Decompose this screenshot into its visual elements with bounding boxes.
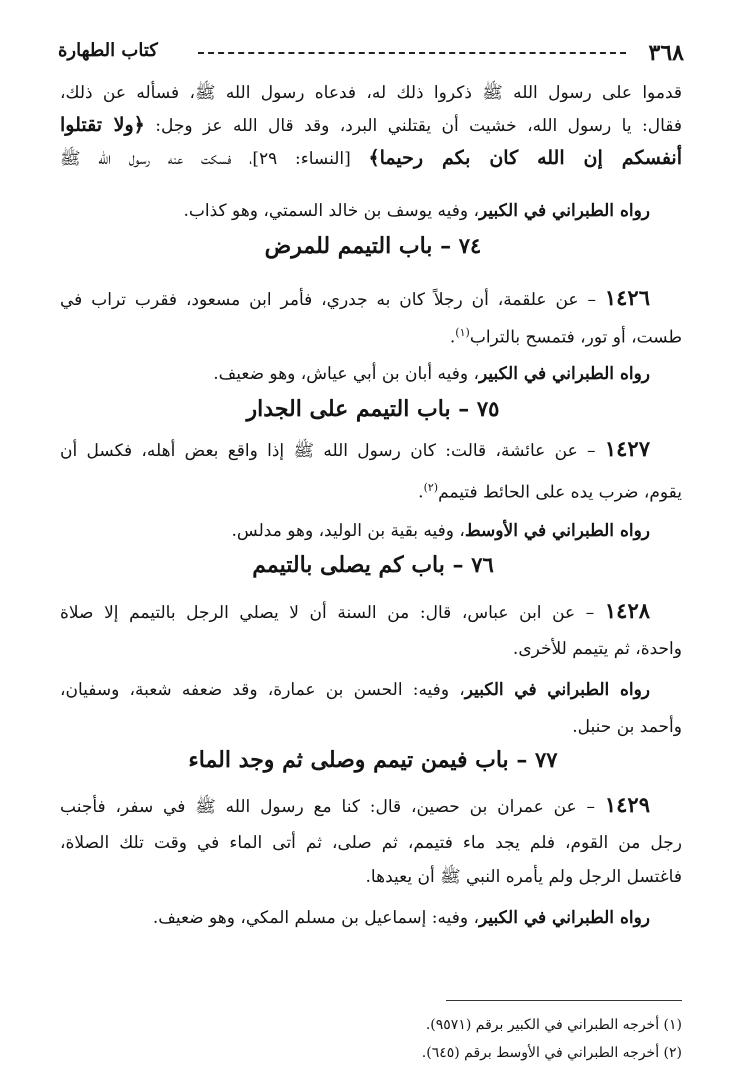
header-dashed-rule [198, 52, 626, 54]
hadith-number: ١٤٢٦ [604, 285, 650, 310]
hadith-line: ١٤٢٩ – عن عمران بن حصين، قال: كنا مع رسول الله ﷺ في سفر، فأجنب [60, 792, 650, 817]
hadith-number: ١٤٢٨ [604, 598, 651, 623]
hadith-line: رجل من القوم، فلم يجد ماء فتيمم، ثم صلى، ثم أتى الماء في وقت تلك الصلاة، [60, 833, 682, 853]
section-heading: ٧٦ – باب كم يصلى بالتيمم [252, 552, 494, 578]
footnote-marker: (٢) [423, 481, 439, 494]
hadith-line: ١٤٢٨ – عن ابن عباس، قال: من السنة أن لا يصلي الرجل بالتيمم إلا صلاة [60, 598, 651, 623]
hadith-line: يقوم، ضرب يده على الحائط فتيمم$^{(٢)}$. [418, 481, 682, 503]
hadith-line: ١٤٢٧ – عن عائشة، قالت: كان رسول الله ﷺ إذا واقع بعض أهله، فكسل أن [60, 436, 650, 461]
source-line: رواه الطبراني في الكبير، وفيه: الحسن بن عمارة، وقد ضعفه شعبة، وسفيان، [60, 680, 650, 700]
quran-quote: أنفسكم إن الله كان بكم رحيما﴾ [368, 147, 682, 169]
section-heading: ٧٧ – باب فيمن تيمم وصلى ثم وجد الماء [188, 747, 558, 773]
hadith-line: فاغتسل الرجل ولم يأمره النبي ﷺ أن يعيدها. [365, 867, 682, 887]
footnote-rule [446, 1000, 682, 1001]
source-line: رواه الطبراني في الكبير، وفيه يوسف بن خالد السمتي، وهو كذاب. [183, 201, 650, 221]
source-line: رواه الطبراني في الكبير، وفيه أبان بن أبي عياش، وهو ضعيف. [213, 364, 650, 384]
source-line: وأحمد بن حنبل. [572, 717, 682, 737]
hadith-number: ١٤٢٩ [604, 792, 650, 817]
quran-quote: ﴿ولا تقتلوا [60, 114, 145, 136]
hadith-line: ١٤٢٦ – عن علقمة، أن رجلاً كان به جدري، فأمر ابن مسعود، فقرب تراب في [60, 285, 650, 310]
footnote: (١) أخرجه الطبراني في الكبير برقم (٩٥٧١). [425, 1017, 682, 1033]
section-heading: ٧٥ – باب التيمم على الجدار [246, 396, 500, 422]
chapter-title: كتاب الطهارة [58, 40, 158, 61]
section-heading: ٧٤ – باب التيمم للمرض [264, 233, 482, 259]
text-line: أنفسكم إن الله كان بكم رحيما﴾ [النساء: ٢٩]، فسكت عنه رسول الله ﷺ [60, 147, 682, 169]
hadith-line: واحدة، ثم يتيمم للأخرى. [512, 639, 682, 659]
page-number: ٣٦٨ [648, 40, 684, 66]
text-line: فقال: يا رسول الله، خشيت أن يقتلني البرد، وقد قال الله عز وجل: ﴿ولا تقتلوا [60, 114, 682, 136]
page-header [58, 32, 684, 66]
hadith-line: طست، أو تور، فتمسح بالتراب$^{(١)}$. [449, 326, 682, 348]
source-line: رواه الطبراني في الكبير، وفيه: إسماعيل بن مسلم المكي، وهو ضعيف. [152, 908, 650, 928]
text-line: قدموا على رسول الله ﷺ ذكروا ذلك له، فدعاه رسول الله ﷺ، فسأله عن ذلك، [60, 83, 682, 103]
footnote-marker: (١) [455, 326, 470, 339]
hadith-number: ١٤٢٧ [604, 436, 650, 461]
footnote: (٢) أخرجه الطبراني في الأوسط برقم (٦٤٥). [421, 1045, 682, 1061]
source-line: رواه الطبراني في الأوسط، وفيه بقية بن الوليد، وهو مدلس. [231, 521, 650, 541]
